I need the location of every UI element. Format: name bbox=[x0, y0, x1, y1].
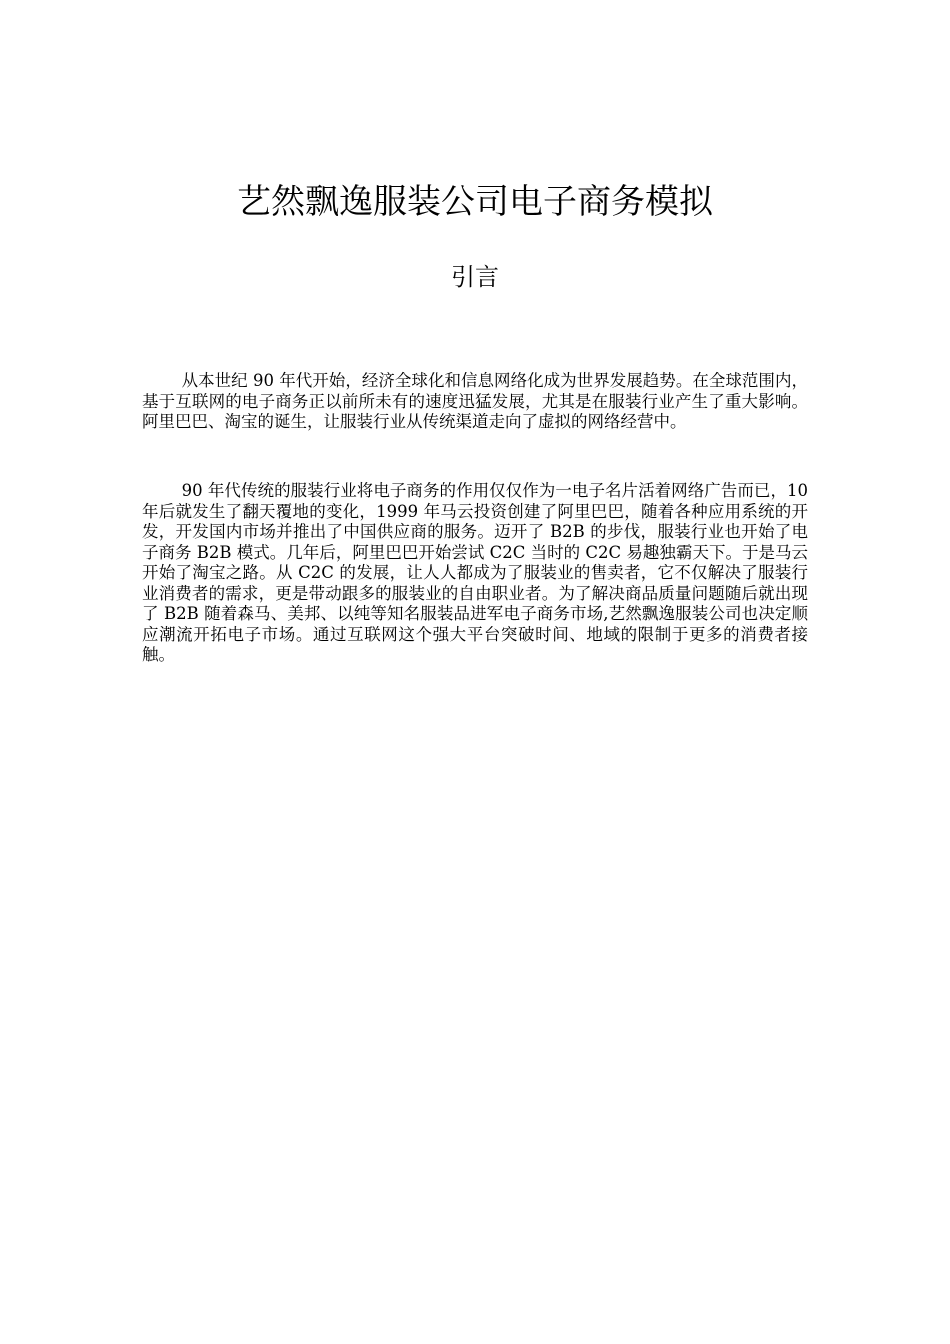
section-heading-introduction: 引言 bbox=[451, 263, 499, 291]
body-paragraph-2: 90 年代传统的服装行业将电子商务的作用仅仅作为一电子名片活着网络广告而已，10 年后就发生了翻天覆地的变化，1999 年马云投资创建了阿里巴巴，随着各种应用系统的开发，开发国内市场并推出了中国供应商的服务。迈开了 B2B 的步伐，服装行业也开始了电子商务 B2B 模式。几年后，阿里巴巴开始尝试 C2C 当时的 C2C 易趣独霸天下。于是马云开始了淘宝之路。从 C2C 的发展，让人人都成为了服装业的售卖者，它不仅解决了服装行业消费者的需求，更是带动跟多的服装业的自由职业者。为了解决商品质量问题随后就出现了 B2B 随着森马、美邦、以纯等知名服装品进军电子商务市场,艺然飘逸服装公司也决定顺应潮流开拓电子市场。通过互联网这个强大平台突破时间、地域的限制于更多的消费者接触。 bbox=[142, 481, 808, 664]
document-title: 艺然飘逸服装公司电子商务模拟 bbox=[237, 182, 713, 222]
body-paragraph-1: 从本世纪 90 年代开始，经济全球化和信息网络化成为世界发展趋势。在全球范围内，基于互联网的电子商务正以前所未有的速度迅猛发展，尤其是在服装行业产生了重大影响。阿里巴巴、淘宝的诞生，让服装行业从传统渠道走向了虚拟的网络经营中。 bbox=[142, 371, 808, 431]
